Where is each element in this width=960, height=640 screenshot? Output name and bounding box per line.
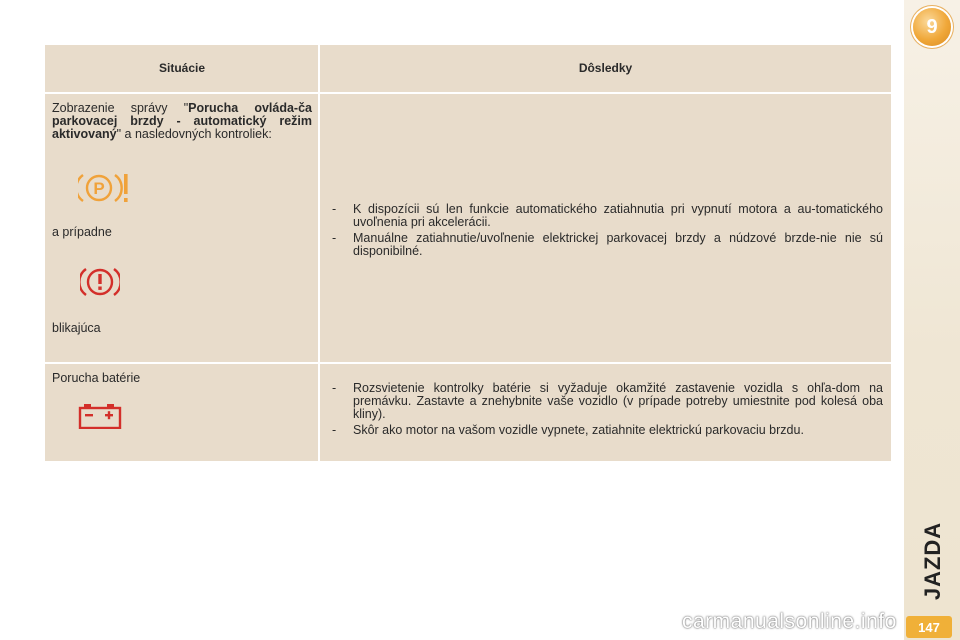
chapter-badge: [913, 8, 951, 46]
consequences-cell: [320, 92, 891, 362]
list-item: - Skôr ako motor na vašom vozidle vypnete, zatiahnite elektrickú parkovaciu brzdu.: [328, 424, 883, 437]
brake-warning-icon: [80, 265, 312, 302]
chapter-number: 9: [926, 15, 938, 38]
section-title: JAZDA: [920, 521, 945, 601]
situation-text: Porucha batérie: [52, 371, 141, 385]
battery-warning-icon: [78, 403, 312, 432]
list-item: - Rozsvietenie kontrolky batérie si vyžaduje okamžité zastavenie vozidla s ohľa-dom na premávku. Zastavte a znehybnite vaše vozidlo (v prípade potreby umiestnite pod kolesá oba kliny).: [328, 382, 883, 421]
consequences-cell: [320, 362, 891, 461]
situation-cell: [45, 362, 320, 461]
table-row: [45, 92, 891, 362]
table-row: [45, 362, 891, 461]
consequences-list: [328, 382, 883, 437]
svg-text:P: P: [93, 179, 105, 198]
header-situations: Situácie: [45, 45, 320, 92]
message-outro: " a nasledovných kontroliek:: [116, 127, 272, 141]
situation-cell: [45, 92, 320, 362]
blinking-label: blikajúca: [52, 321, 101, 335]
list-item: - K dispozícii sú len funkcie automatického zatiahnutia pri vypnutí motora a au-tomatického uvoľnenia pri akcelerácii.: [328, 203, 883, 229]
header-consequences: Dôsledky: [320, 45, 891, 92]
message-title: Porucha ovláda-ča parkovacej brzdy - automatický režim aktivovaný: [52, 101, 312, 141]
message-intro: Zobrazenie správy ": [52, 101, 189, 115]
page-number: 147: [906, 616, 952, 638]
alternative-label: a prípadne: [52, 225, 112, 239]
list-item: - Manuálne zatiahnutie/uvoľnenie elektrickej parkovacej brzdy a núdzové brzde-nie nie sú disponibilné.: [328, 232, 883, 258]
watermark: carmanualsonline.info: [682, 610, 897, 633]
consequences-list: [328, 203, 883, 258]
situation-text: [52, 102, 312, 141]
parking-brake-warning-icon: [78, 171, 312, 208]
warning-table: [45, 45, 891, 461]
